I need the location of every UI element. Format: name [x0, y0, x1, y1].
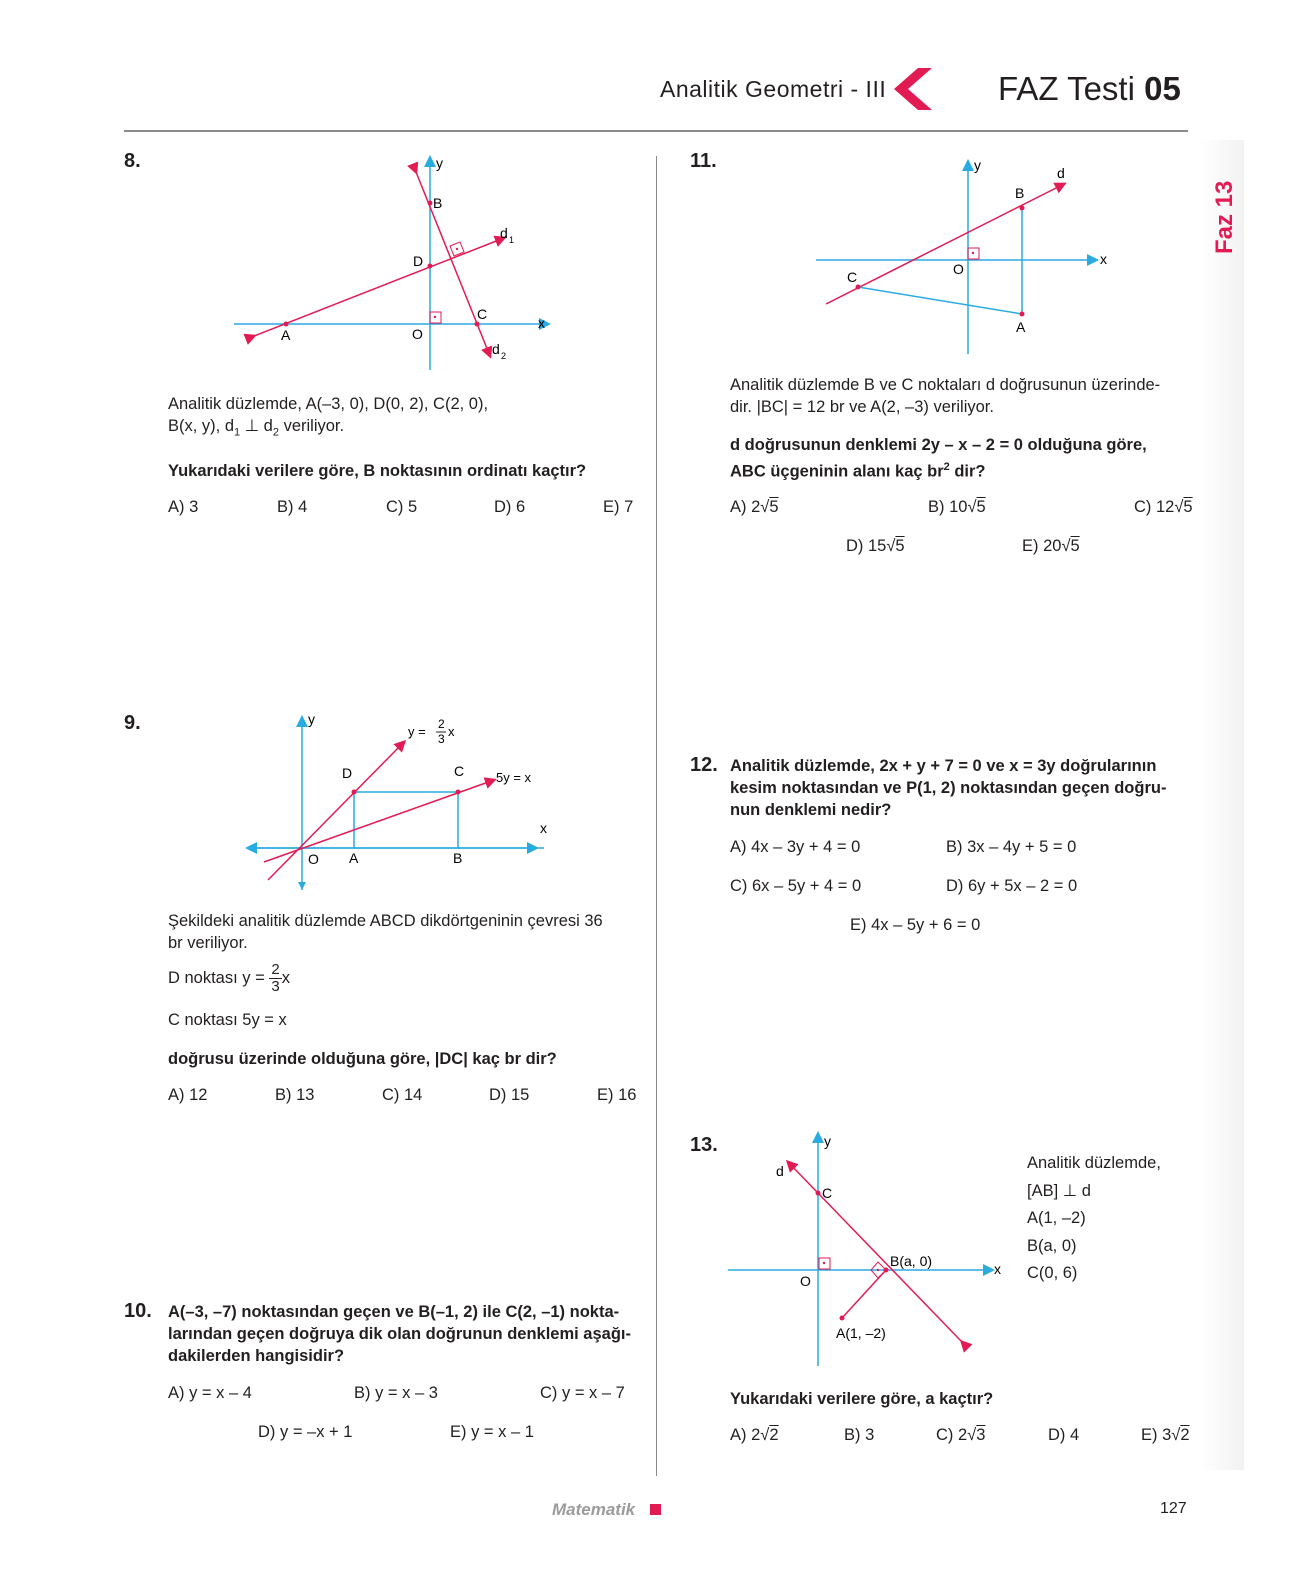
header-rule [124, 130, 1188, 132]
q9-option-e[interactable]: E) 16 [597, 1086, 637, 1104]
svg-text:O: O [953, 261, 964, 277]
footer-square-icon [650, 1504, 661, 1515]
q11-option-d[interactable]: D) 15√5 [846, 537, 905, 555]
q9-option-b[interactable]: B) 13 [275, 1086, 315, 1104]
svg-text:O: O [800, 1273, 811, 1289]
svg-text:d: d [500, 225, 508, 241]
q9-option-d[interactable]: D) 15 [489, 1086, 530, 1104]
svg-text:y: y [824, 1133, 831, 1149]
q8-option-e[interactable]: E) 7 [603, 498, 634, 516]
q12-option-e[interactable]: E) 4x – 5y + 6 = 0 [850, 916, 981, 934]
svg-text:O: O [308, 851, 319, 867]
q9-question: doğrusu üzerinde olduğuna göre, |DC| kaç br dir? [168, 1050, 557, 1068]
q12-option-b[interactable]: B) 3x – 4y + 5 = 0 [946, 838, 1077, 856]
q8-option-d[interactable]: D) 6 [494, 498, 526, 516]
svg-text:x: x [994, 1261, 1001, 1277]
subject-title: Analitik Geometri - III [660, 76, 887, 102]
line-d [826, 184, 1064, 304]
column-divider [656, 156, 657, 1476]
line-d [788, 1162, 962, 1342]
svg-text:2: 2 [501, 351, 507, 361]
q11-option-c[interactable]: C) 12√5 [1134, 498, 1193, 516]
svg-text:x: x [540, 820, 547, 836]
svg-text:B: B [1015, 185, 1025, 201]
q13-option-b[interactable]: B) 3 [844, 1426, 875, 1444]
q11-option-b[interactable]: B) 10√5 [928, 498, 986, 516]
svg-text:C: C [454, 763, 465, 779]
q8-option-c[interactable]: C) 5 [386, 498, 418, 516]
q9-option-a[interactable]: A) 12 [168, 1086, 208, 1104]
svg-text:A: A [349, 850, 359, 866]
q13-number: 13. [690, 1134, 718, 1156]
q13-given: Analitik düzlemde, [AB] ⊥ d A(1, –2) B(a, 0) C(0, 6) [1027, 1154, 1161, 1282]
side-tab [1198, 150, 1248, 260]
svg-text:x: x [1100, 251, 1107, 267]
test-title: FAZ Testi 05 [998, 70, 1181, 107]
q8-number: 8. [124, 150, 141, 172]
svg-text:B: B [433, 195, 443, 211]
svg-text:B(a, 0): B(a, 0) [890, 1253, 933, 1269]
svg-text:A(1, –2): A(1, –2) [836, 1325, 886, 1341]
svg-text:x: x [448, 724, 455, 739]
q10-option-c[interactable]: C) y = x – 7 [540, 1384, 625, 1402]
svg-text:x: x [538, 315, 545, 331]
q12-option-c[interactable]: C) 6x – 5y + 4 = 0 [730, 877, 862, 895]
page-number: 127 [1160, 1500, 1187, 1517]
svg-text:y =: y = [408, 724, 426, 739]
svg-text:1: 1 [509, 235, 515, 245]
q12-number: 12. [690, 754, 718, 776]
q9-number: 9. [124, 712, 141, 734]
q9-option-c[interactable]: C) 14 [382, 1086, 423, 1104]
q9-c-line: C noktası 5y = x [168, 1011, 287, 1029]
q10-option-d[interactable]: D) y = –x + 1 [258, 1423, 353, 1441]
svg-text:d: d [1057, 165, 1065, 181]
q12-option-d[interactable]: D) 6y + 5x – 2 = 0 [946, 877, 1078, 895]
svg-text:y: y [974, 157, 981, 173]
svg-text:d: d [776, 1163, 784, 1179]
svg-text:A: A [281, 327, 291, 343]
svg-text:C: C [822, 1185, 833, 1201]
q12-option-a[interactable]: A) 4x – 3y + 4 = 0 [730, 838, 861, 856]
q13-option-a[interactable]: A) 2√2 [730, 1426, 779, 1444]
q10-option-b[interactable]: B) y = x – 3 [354, 1384, 438, 1402]
svg-text:y: y [436, 155, 443, 171]
q13-option-d[interactable]: D) 4 [1048, 1426, 1080, 1444]
q13-question: Yukarıdaki verilere göre, a kaçtır? [730, 1390, 994, 1408]
q8-option-a[interactable]: A) 3 [168, 498, 199, 516]
svg-text:C: C [477, 306, 488, 322]
q9-figure [244, 712, 574, 892]
svg-text:C: C [847, 269, 858, 285]
line-d1 [254, 238, 504, 336]
q13-option-c[interactable]: C) 2√3 [936, 1426, 986, 1444]
q13-option-e[interactable]: E) 3√2 [1141, 1426, 1190, 1444]
q12-question: Analitik düzlemde, 2x + y + 7 = 0 ve x = 3y doğrularının kesim noktasından ve P(1, 2) noktasından geçen doğru- nun denklemi nedir? [730, 757, 1167, 819]
q10-question: A(–3, –7) noktasından geçen ve B(–1, 2) ile C(2, –1) nokta- larından geçen doğruya dik olan doğrunun denklemi aşağı- dakilerden hangisidir? [168, 1303, 631, 1365]
svg-text:y: y [308, 712, 315, 727]
svg-text:A: A [1016, 319, 1026, 335]
svg-text:5y = x: 5y = x [496, 770, 532, 785]
q11-text: Analitik düzlemde B ve C noktaları d doğrusunun üzerinde- dir. |BC| = 12 br ve A(2, –3) veriliyor. [730, 376, 1161, 416]
svg-text:D: D [413, 253, 424, 269]
line-y-2-3x [268, 742, 404, 880]
svg-text:D: D [342, 765, 353, 781]
q8-question: Yukarıdaki verilere göre, B noktasının ordinatı kaçtır? [168, 462, 587, 480]
side-tab-strip [1200, 140, 1244, 1470]
q11-option-e[interactable]: E) 20√5 [1022, 537, 1080, 555]
q8-option-b[interactable]: B) 4 [277, 498, 308, 516]
q8-text: Analitik düzlemde, A(–3, 0), D(0, 2), C(2, 0), B(x, y), $d_1$ ⊥ $d_2$ veriliyor. [168, 395, 489, 439]
q9-d-line: D noktası y = $\frac{2}{3}$ x [168, 961, 290, 995]
chevron-logo-icon [888, 66, 934, 112]
q11-figure [812, 156, 1112, 356]
q8-figure [228, 150, 558, 370]
svg-text:O: O [412, 326, 423, 342]
svg-text:2: 2 [438, 717, 445, 731]
q11-question: d doğrusunun denklemi 2y – x – 2 = 0 olduğuna göre, ABC üçgeninin alanı kaç $br^2$ dir? [730, 436, 1147, 481]
footer-subject: Matematik [552, 1500, 636, 1519]
q13-figure [726, 1130, 1006, 1370]
q10-option-a[interactable]: A) y = x – 4 [168, 1384, 252, 1402]
q10-number: 10. [124, 1300, 152, 1322]
svg-text:d: d [492, 341, 500, 357]
line-d2 [416, 172, 490, 356]
svg-text:3: 3 [438, 732, 445, 746]
q11-number: 11. [690, 150, 717, 172]
q10-option-e[interactable]: E) y = x – 1 [450, 1423, 534, 1441]
svg-text:B: B [453, 850, 463, 866]
side-tab-text: Faz 13 [1211, 180, 1238, 254]
q11-option-a[interactable]: A) 2√5 [730, 498, 779, 516]
q9-text: Şekildeki analitik düzlemde ABCD dikdörtgeninin çevresi 36 br veriliyor. [168, 912, 603, 952]
